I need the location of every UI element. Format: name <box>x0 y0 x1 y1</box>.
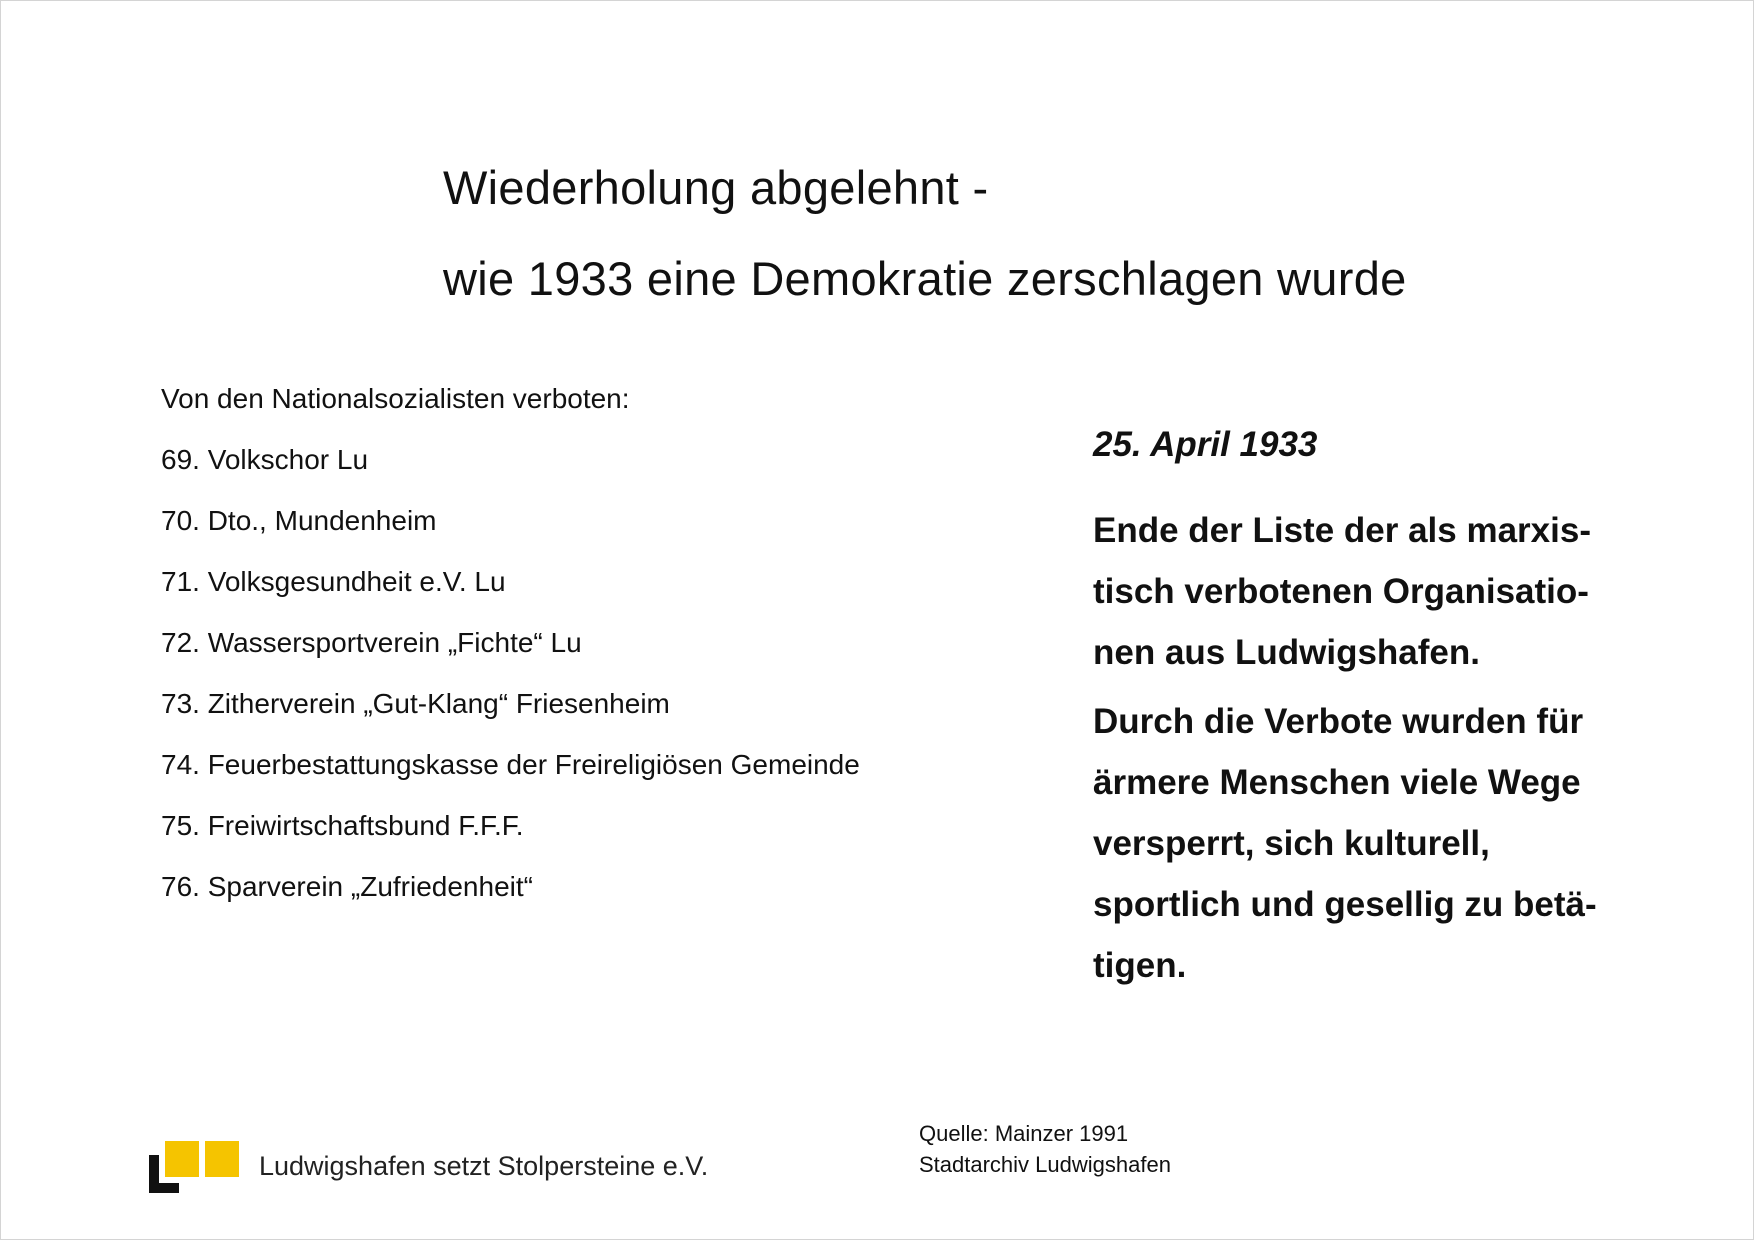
info-paragraph-line: tigen. <box>1093 946 1187 985</box>
page-title-line-2: wie 1933 eine Demokratie zerschlagen wurde <box>443 252 1407 305</box>
banned-organizations-list <box>161 385 981 934</box>
list-item: 74. Feuerbestattungskasse der Freireligiösen Gemeinde <box>161 749 860 780</box>
info-paragraph-line: Ende der Liste der als marxis- <box>1093 511 1591 550</box>
organization-name: Ludwigshafen setzt Stolpersteine e.V. <box>259 1151 709 1181</box>
list-item: 72. Wassersportverein „Fichte“ Lu <box>161 627 582 658</box>
info-paragraph-line: nen aus Ludwigshafen. <box>1093 633 1480 672</box>
list-intro: Von den Nationalsozialisten verboten: <box>161 383 630 414</box>
info-paragraph-line: tisch verbotenen Organisatio- <box>1093 572 1589 611</box>
stolpersteine-logo-icon <box>149 1141 241 1193</box>
source-citation <box>919 1118 1171 1180</box>
list-item: 75. Freiwirtschaftsbund F.F.F. <box>161 810 524 841</box>
info-paragraph-line: ärmere Menschen viele Wege <box>1093 763 1581 802</box>
source-line-2: Stadtarchiv Ludwigshafen <box>919 1152 1171 1177</box>
date-heading: 25. April 1933 <box>1093 425 1318 464</box>
info-paragraph-line: sportlich und gesellig zu betä- <box>1093 885 1597 924</box>
source-line-1: Quelle: Mainzer 1991 <box>919 1121 1129 1146</box>
info-paragraph-line: Durch die Verbote wurden für <box>1093 702 1584 741</box>
list-item: 70. Dto., Mundenheim <box>161 505 437 536</box>
list-item: 73. Zitherverein „Gut-Klang“ Friesenheim <box>161 688 670 719</box>
page-title-line-1: Wiederholung abgelehnt - <box>443 161 989 214</box>
logo-square-1 <box>165 1141 199 1177</box>
info-paragraph-2 <box>1093 691 1653 996</box>
list-item: 71. Volksgesundheit e.V. Lu <box>161 566 506 597</box>
info-paragraph-1 <box>1093 500 1653 683</box>
info-panel <box>1093 427 1653 996</box>
info-paragraph-line: versperrt, sich kulturell, <box>1093 824 1490 863</box>
list-item: 69. Volkschor Lu <box>161 444 369 475</box>
list-item: 76. Sparverein „Zufriedenheit“ <box>161 871 533 902</box>
logo-square-2 <box>205 1141 239 1177</box>
logo-letter-l-foot <box>149 1183 179 1193</box>
